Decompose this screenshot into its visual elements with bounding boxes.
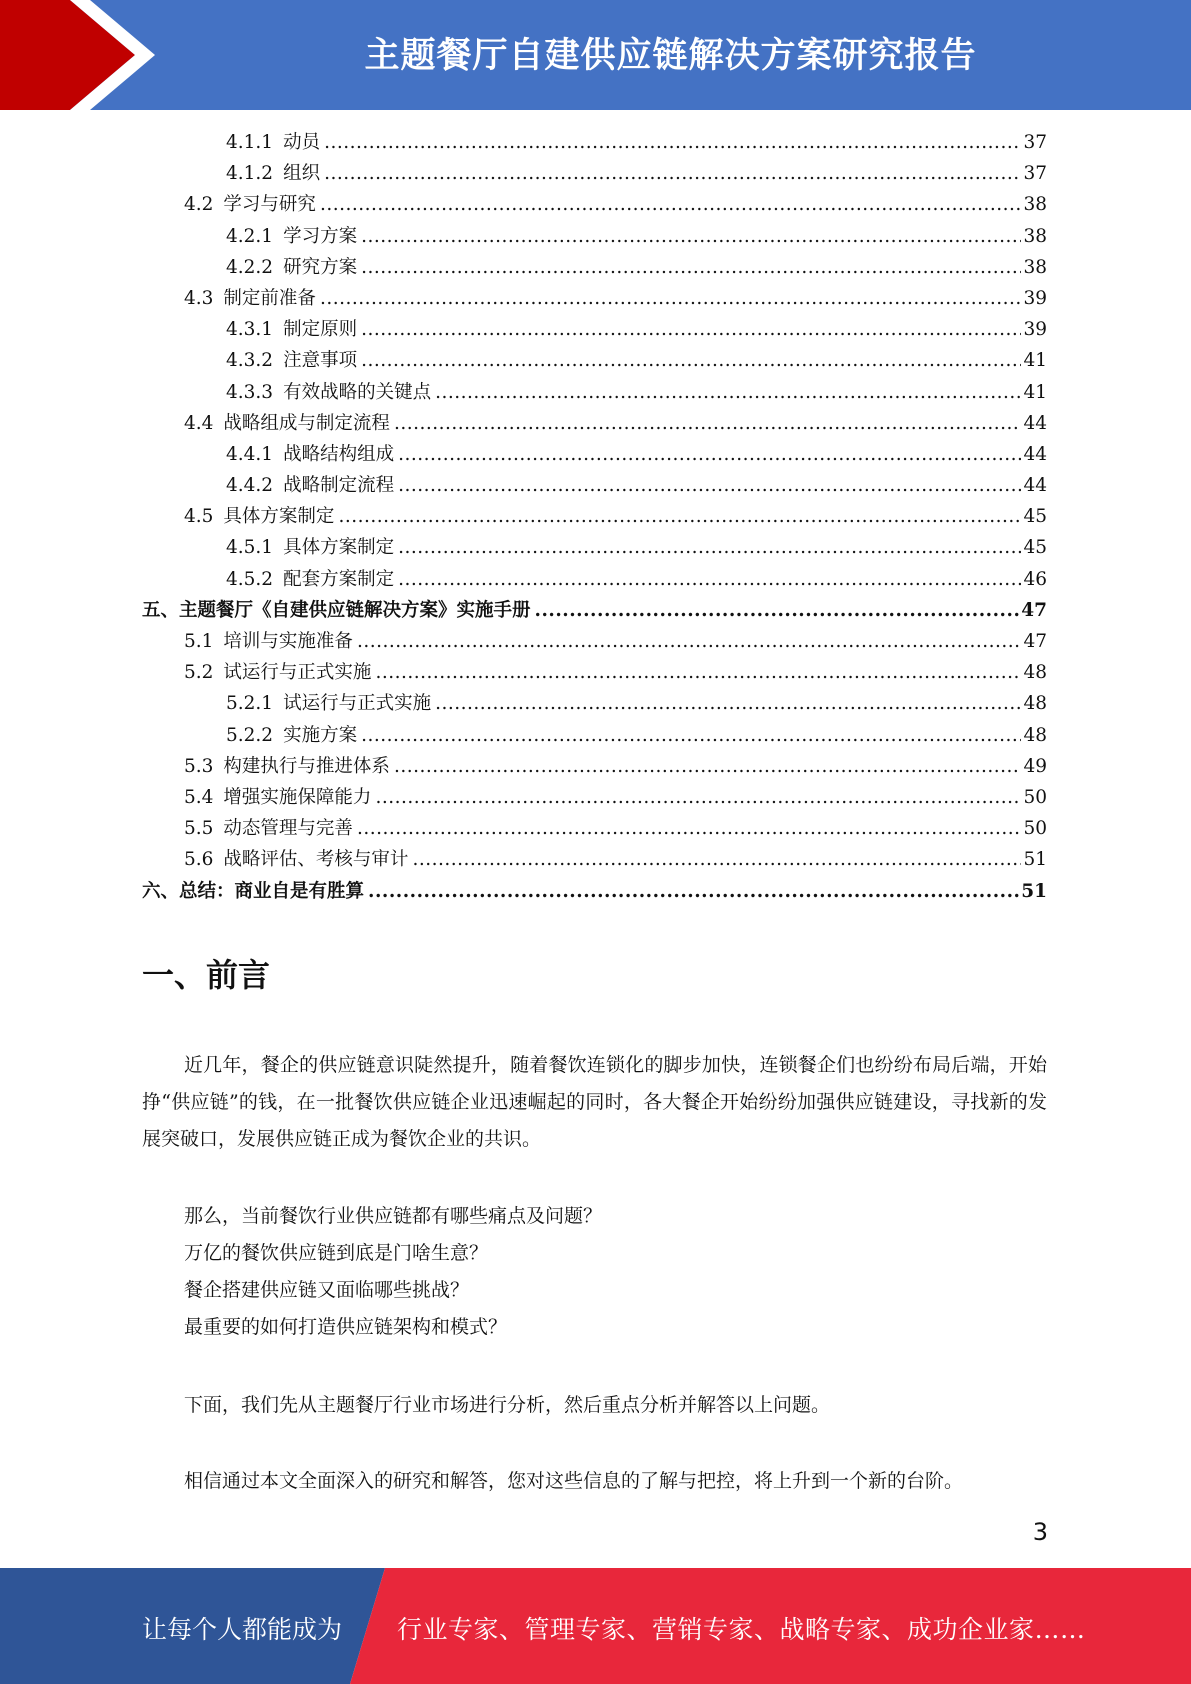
toc-entry-page: 38: [1023, 225, 1047, 247]
toc-entry-page: 50: [1023, 818, 1047, 840]
toc-entry[interactable]: [142, 127, 1047, 158]
toc-entry-page: 47: [1023, 631, 1047, 652]
toc-entry-label: 具体方案制定: [223, 506, 335, 528]
toc-entry[interactable]: [142, 532, 1047, 563]
toc-entry-number: 4.3.2: [226, 350, 274, 372]
question-item: 最重要的如何打造供应链架构和模式？: [184, 1316, 508, 1338]
toc-entry-page: 48: [1023, 724, 1047, 746]
footer-slogan-right: 行业专家、管理专家、营销专家、战略专家、成功企业家……: [397, 1615, 1086, 1644]
toc-entry-label: 具体方案制定: [283, 537, 395, 559]
toc-entry[interactable]: [142, 626, 1047, 657]
toc-entry-page: 51: [1023, 849, 1047, 871]
toc-entry-page: 51: [1021, 880, 1047, 902]
toc-entry-label: 有效战略的关键点: [283, 381, 432, 403]
toc-entry[interactable]: [142, 688, 1047, 719]
page-footer: [0, 1568, 1191, 1684]
toc-entry[interactable]: [142, 501, 1047, 532]
toc-entry[interactable]: [142, 657, 1047, 688]
toc-entry-page: 47: [1021, 599, 1047, 621]
toc-entry-label: 制定前准备: [223, 287, 316, 309]
toc-entry-number: 5.6: [184, 849, 214, 871]
toc-entry-page: 48: [1023, 693, 1047, 715]
toc-entry-page: 37: [1023, 163, 1047, 185]
toc-entry-page: 45: [1023, 506, 1047, 528]
toc-entry-page: 46: [1023, 568, 1047, 590]
toc-entry-number: 4.5: [184, 506, 214, 528]
toc-dot-leader: [361, 345, 1021, 376]
section-heading: 一、前言: [142, 956, 271, 994]
toc-entry-number: 4.5.2: [226, 568, 274, 590]
toc-entry[interactable]: [142, 377, 1047, 408]
toc-dot-leader: [357, 626, 1022, 657]
toc-entry[interactable]: [142, 408, 1047, 439]
toc-dot-leader: [361, 221, 1021, 252]
toc-entry-page: 44: [1023, 475, 1047, 497]
toc-entry[interactable]: [142, 813, 1047, 844]
toc-dot-leader: [435, 688, 1021, 719]
toc-dot-leader: [368, 876, 1019, 907]
toc-entry-label: 研究方案: [283, 256, 358, 278]
toc-entry[interactable]: [142, 221, 1047, 252]
toc-entry[interactable]: [142, 439, 1047, 470]
toc-entry-label: 动员: [283, 132, 321, 153]
toc-entry[interactable]: [142, 595, 1047, 626]
toc-entry-label: 试运行与正式实施: [223, 662, 372, 684]
toc-entry-number: 4.5.1: [226, 537, 274, 559]
toc-entry-number: 4.1.2: [226, 163, 274, 185]
toc-entry-number: 4.2.1: [226, 225, 274, 247]
toc-entry-number: 4.2.2: [226, 256, 274, 278]
toc-entry-number: 4.3.1: [226, 319, 274, 341]
page-header: [0, 0, 1191, 110]
toc-entry[interactable]: [142, 751, 1047, 782]
toc-entry[interactable]: [142, 314, 1047, 345]
toc-entry-page: 39: [1023, 319, 1047, 341]
toc-entry-page: 41: [1023, 381, 1047, 403]
toc-dot-leader: [394, 751, 1022, 782]
toc-dot-leader: [398, 470, 1021, 501]
toc-dot-leader: [338, 501, 1021, 532]
toc-dot-leader: [324, 158, 1021, 189]
toc-entry-number: 5.2: [184, 662, 214, 684]
toc-entry-label: 战略制定流程: [283, 475, 395, 497]
toc-dot-leader: [361, 314, 1021, 345]
toc-entry-label: 学习与研究: [223, 194, 316, 216]
toc-dot-leader: [398, 532, 1021, 563]
footer-slogan-left: 让每个人都能成为: [142, 1615, 343, 1644]
toc-dot-leader: [357, 813, 1022, 844]
toc-entry-number: 5.2.2: [226, 724, 274, 746]
toc-entry[interactable]: [142, 252, 1047, 283]
toc-entry[interactable]: [142, 782, 1047, 813]
toc-dot-leader: [398, 564, 1021, 595]
toc-entry-page: 44: [1023, 443, 1047, 465]
toc-dot-leader: [398, 439, 1021, 470]
toc-entry-label: 试运行与正式实施: [283, 693, 432, 715]
toc-entry-number: 5.2.1: [226, 693, 274, 715]
question-item: 餐企搭建供应链又面临哪些挑战？: [184, 1279, 470, 1301]
toc-entry-label: 战略评估、考核与审计: [223, 849, 409, 871]
toc-entry-number: 5.1: [184, 631, 214, 652]
toc-entry-label: 主题餐厅《自建供应链解决方案》实施手册: [179, 599, 531, 621]
question-item: 万亿的餐饮供应链到底是门啥生意？: [184, 1242, 489, 1264]
toc-entry[interactable]: [142, 876, 1047, 907]
toc-dot-leader: [361, 252, 1021, 283]
toc-entry-label: 制定原则: [283, 319, 358, 341]
body-paragraph: 相信通过本文全面深入的研究和解答，您对这些信息的了解与把控，将上升到一个新的台阶。: [184, 1470, 964, 1492]
toc-entry-label: 战略组成与制定流程: [223, 412, 390, 434]
toc-entry-number: 5.4: [184, 786, 214, 808]
page-number: 3: [1032, 1518, 1048, 1546]
toc-dot-leader: [375, 782, 1021, 813]
toc-entry[interactable]: [142, 564, 1047, 595]
toc-entry-page: 45: [1023, 537, 1047, 559]
toc-entry-number: 4.4.2: [226, 475, 274, 497]
toc-entry[interactable]: [142, 158, 1047, 189]
toc-entry-label: 注意事项: [283, 350, 358, 372]
toc-dot-leader: [535, 595, 1020, 626]
toc-dot-leader: [412, 844, 1021, 875]
toc-entry-number: 4.1.1: [226, 132, 274, 153]
toc-entry-label: 构建执行与推进体系: [223, 755, 390, 777]
toc-entry-label: 实施方案: [283, 724, 358, 746]
toc-entry-number: 五、: [142, 599, 180, 621]
toc-entry-number: 4.2: [184, 194, 214, 216]
toc-entry-page: 41: [1023, 350, 1047, 372]
table-of-contents: [142, 127, 1047, 907]
toc-entry-page: 38: [1023, 256, 1047, 278]
toc-entry-number: 5.5: [184, 818, 214, 840]
toc-entry-label: 配套方案制定: [283, 568, 395, 590]
toc-dot-leader: [324, 127, 1021, 158]
toc-entry[interactable]: [142, 470, 1047, 501]
question-list: [142, 1198, 1047, 1346]
question-item: 那么，当前餐饮行业供应链都有哪些痛点及问题？: [184, 1205, 603, 1227]
toc-entry-number: 4.3.3: [226, 381, 274, 403]
toc-entry-number: 六、: [142, 880, 180, 902]
toc-entry-label: 战略结构组成: [283, 443, 395, 465]
toc-entry[interactable]: [142, 844, 1047, 875]
toc-entry[interactable]: [142, 283, 1047, 314]
toc-entry-page: 38: [1023, 194, 1047, 216]
body-paragraph: 下面，我们先从主题餐厅行业市场进行分析，然后重点分析并解答以上问题。: [184, 1394, 831, 1416]
toc-entry-page: 44: [1023, 412, 1047, 434]
toc-entry-label: 学习方案: [283, 225, 358, 247]
report-title: 主题餐厅自建供应链解决方案研究报告: [364, 36, 977, 76]
toc-entry-label: 培训与实施准备: [223, 631, 353, 652]
toc-entry-page: 39: [1023, 287, 1047, 309]
intro-paragraph: 近几年，餐企的供应链意识陡然提升，随着餐饮连锁化的脚步加快，连锁餐企们也纷纷布局后端，开始挣“供应链”的钱，在一批餐饮供应链企业迅速崛起的同时，各大餐企开始纷纷加强供应链建设，寻找新的发展突破口，发展供应链正成为餐饮企业的共识。: [142, 1054, 1047, 1150]
toc-dot-leader: [435, 377, 1021, 408]
toc-entry-label: 总结：商业自是有胜算: [179, 880, 365, 902]
toc-dot-leader: [394, 408, 1022, 439]
toc-entry-page: 37: [1023, 132, 1047, 153]
toc-entry-label: 动态管理与完善: [223, 818, 353, 840]
toc-entry-number: 4.4: [184, 412, 214, 434]
toc-entry-number: 4.4.1: [226, 443, 274, 465]
toc-dot-leader: [361, 720, 1021, 751]
toc-dot-leader: [320, 189, 1022, 220]
toc-dot-leader: [375, 657, 1021, 688]
toc-entry-page: 48: [1023, 662, 1047, 684]
toc-entry-label: 组织: [283, 163, 321, 185]
toc-entry-page: 49: [1023, 755, 1047, 777]
toc-entry-number: 5.3: [184, 755, 214, 777]
toc-entry[interactable]: [142, 345, 1047, 376]
toc-entry[interactable]: [142, 189, 1047, 220]
toc-entry[interactable]: [142, 720, 1047, 751]
toc-entry-page: 50: [1023, 786, 1047, 808]
toc-entry-label: 增强实施保障能力: [223, 786, 372, 808]
toc-entry-number: 4.3: [184, 287, 214, 309]
toc-dot-leader: [320, 283, 1022, 314]
